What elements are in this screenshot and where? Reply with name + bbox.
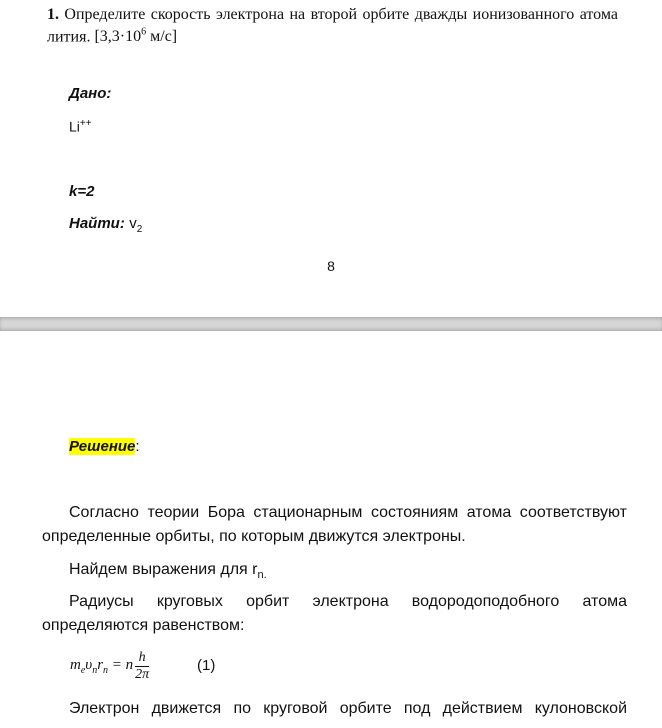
paragraph-find-r xyxy=(42,558,627,587)
find-label: Найти: xyxy=(69,215,125,232)
find-symbol-letter: v xyxy=(129,215,137,232)
formula-v: υ xyxy=(85,657,93,673)
formula-denominator: 2π xyxy=(135,667,150,682)
problem-number: 1. xyxy=(47,6,59,23)
answer-exponent: 6 xyxy=(141,27,147,38)
formula-numerator: h xyxy=(135,650,149,667)
given-label: Дано: xyxy=(69,85,112,102)
formula-lhs xyxy=(70,657,134,676)
formula-fraction xyxy=(135,650,149,683)
formula-1 xyxy=(70,650,149,690)
given-k: k=2 xyxy=(69,183,95,200)
ion-charge: ++ xyxy=(79,118,92,129)
ion-base: Li xyxy=(69,118,80,135)
solution-heading: Решение xyxy=(69,438,136,455)
solution-colon: : xyxy=(135,438,140,455)
find-symbol-sub: 2 xyxy=(136,224,143,235)
paragraph-coulomb: Электрон движется по круговой орбите под действием кулоновской xyxy=(69,700,627,717)
solution-heading-line xyxy=(69,438,140,455)
page-separator xyxy=(0,317,662,331)
paragraph-bohr: Согласно теории Бора стационарным состояниям атома соответствуют определенные орбиты, по которым движутся электроны. xyxy=(42,504,627,545)
problem-text: Определите скорость электрона на второй орбите дважды ионизованного атома лития. xyxy=(47,6,618,46)
problem-statement xyxy=(47,6,618,46)
find-line xyxy=(69,215,142,235)
answer-unit: м/с] xyxy=(146,28,178,46)
page-number: 8 xyxy=(327,258,335,274)
formula-m-sub: e xyxy=(80,665,86,676)
document-page-2 xyxy=(0,331,662,728)
find-r-sub: n. xyxy=(257,569,267,582)
problem-answer xyxy=(94,28,177,45)
answer-mantissa: [3,3·10 xyxy=(94,28,142,46)
formula-eq: = n xyxy=(108,657,134,673)
formula-r-sub: n xyxy=(103,665,109,676)
equation-number: (1) xyxy=(197,657,216,674)
formula-r: r xyxy=(97,657,104,673)
find-r-text: Найдем выражения для r xyxy=(69,561,258,578)
formula-m: m xyxy=(70,657,81,673)
paragraph-radius: Радиусы круговых орбит электрона водородоподобного атома определяются равенством: xyxy=(42,593,627,634)
formula-v-sub: n xyxy=(92,665,98,676)
find-symbol xyxy=(129,215,143,235)
given-ion xyxy=(69,118,92,135)
document-page-1 xyxy=(0,0,662,317)
